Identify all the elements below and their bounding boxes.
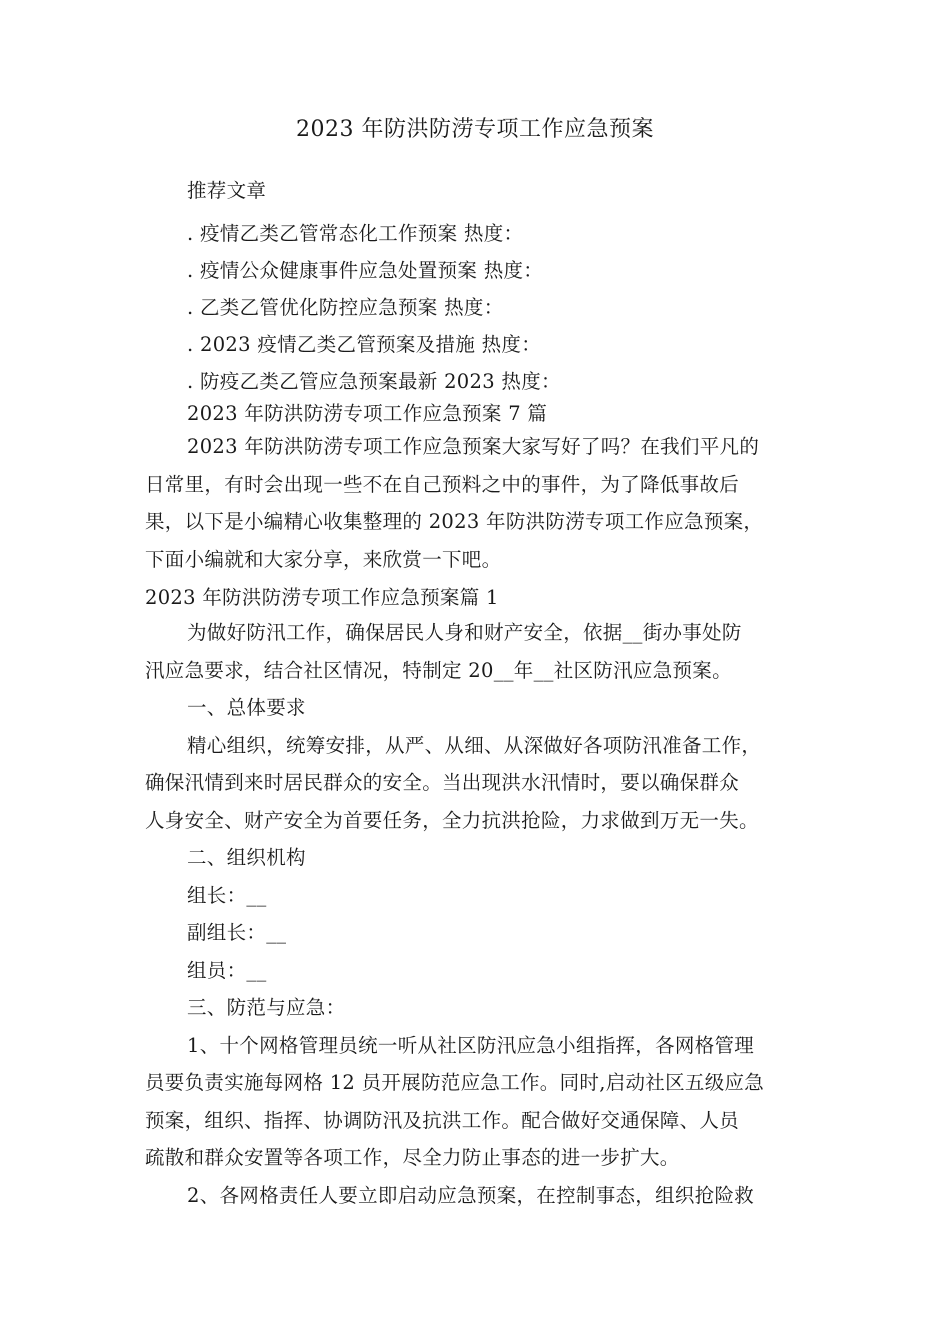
role-line: 组长：__ bbox=[187, 883, 267, 907]
body-line: 疏散和群众安置等各项工作，尽全力防止事态的进一步扩大。 bbox=[145, 1146, 680, 1169]
document-title: 2023 年防洪防涝专项工作应急预案 bbox=[296, 117, 654, 142]
section-heading: 二、组织机构 bbox=[187, 846, 306, 869]
section-heading: 一、总体要求 bbox=[187, 696, 306, 719]
body-line: 为做好防汛工作，确保居民人身和财产安全，依据__街办事处防 bbox=[187, 621, 742, 644]
body-line: 人身安全、财产安全为首要任务，全力抗洪抢险，力求做到万无一失。 bbox=[145, 808, 759, 832]
recommended-link-2[interactable]: . 疫情公众健康事件应急处置预案 热度： bbox=[187, 259, 544, 282]
body-line: 预案，组织、指挥、协调防汛及抗洪工作。配合做好交通保障、人员 bbox=[145, 1108, 740, 1132]
body-line: 确保汛情到来时居民群众的安全。当出现洪水汛情时，要以确保群众 bbox=[145, 771, 740, 794]
intro-line: 下面小编就和大家分享，来欣赏一下吧。 bbox=[145, 547, 502, 571]
recommended-link-1[interactable]: . 疫情乙类乙管常态化工作预案 热度： bbox=[187, 222, 524, 245]
recommended-link-5[interactable]: . 防疫乙类乙管应急预案最新 2023 热度： bbox=[187, 370, 561, 393]
recommended-heading: 推荐文章 bbox=[187, 179, 267, 202]
recommended-link-4[interactable]: . 2023 疫情乙类乙管预案及措施 热度： bbox=[187, 333, 542, 356]
intro-paragraph bbox=[145, 428, 817, 578]
body-line: 2、各网格责任人要立即启动应急预案，在控制事态，组织抢险救 bbox=[187, 1183, 755, 1207]
collection-title: 2023 年防洪防涝专项工作应急预案 7 篇 bbox=[187, 402, 548, 425]
body-line: 员要负责实施每网格 12 员开展防范应急工作。同时,启动社区五级应急 bbox=[145, 1071, 765, 1094]
intro-line: 2023 年防洪防涝专项工作应急预案大家写好了吗？在我们平凡的 bbox=[187, 435, 760, 458]
role-line: 组员：__ bbox=[187, 958, 267, 982]
body-line: 精心组织，统筹安排，从严、从细、从深做好各项防汛准备工作， bbox=[187, 733, 762, 757]
intro-line: 果，以下是小编精心收集整理的 2023 年防洪防涝专项工作应急预案， bbox=[145, 510, 764, 533]
intro-line: 日常里，有时会出现一些不在自己预料之中的事件，为了降低事故后 bbox=[145, 472, 740, 496]
recommended-link-3[interactable]: . 乙类乙管优化防控应急预案 热度： bbox=[187, 296, 504, 319]
part1-title: 2023 年防洪防涝专项工作应急预案篇 1 bbox=[145, 586, 499, 609]
role-line: 副组长：__ bbox=[187, 921, 287, 944]
body-line: 汛应急要求，结合社区情况，特制定 20__年__社区防汛应急预案。 bbox=[145, 658, 732, 682]
body-line: 1、十个网格管理员统一听从社区防汛应急小组指挥，各网格管理 bbox=[187, 1033, 755, 1057]
section-heading: 三、防范与应急： bbox=[187, 996, 346, 1019]
part1-body bbox=[145, 614, 817, 1214]
